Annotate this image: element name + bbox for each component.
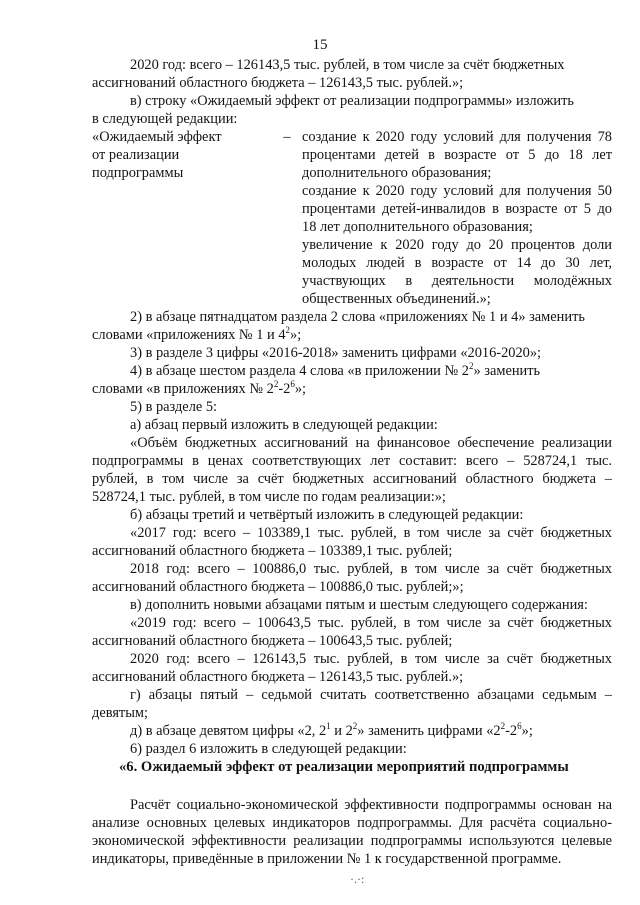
superscript: 2 xyxy=(352,721,358,732)
paragraph: «2017 год: всего – 103389,1 тыс. рублей, в том числе за счёт бюджетных ассигнований областного бюджета – 103389,1 тыс. рублей; xyxy=(92,525,612,559)
superscript: 6 xyxy=(290,379,295,390)
row-label xyxy=(92,128,272,308)
paragraph-line: 6) раздел 6 изложить в следующей редакции: xyxy=(130,741,407,757)
row-label-line: от реализации xyxy=(92,147,180,163)
row-label-line: подпрограммы xyxy=(92,165,184,181)
paragraph-line: в) строку «Ожидаемый эффект от реализации подпрограммы» изложить xyxy=(130,93,574,109)
text-run: »; xyxy=(294,381,307,397)
text-run: словами «в приложениях № 2 xyxy=(92,381,274,397)
spacer xyxy=(92,776,612,796)
superscript: 2 xyxy=(273,379,279,390)
document-body xyxy=(92,56,612,868)
superscript: 1 xyxy=(326,721,331,732)
text-run: »; xyxy=(521,723,533,739)
superscript: 6 xyxy=(517,721,522,732)
text-run: -2 xyxy=(278,381,291,397)
text-run: »; xyxy=(290,327,302,343)
paragraph: «Объём бюджетных ассигнований на финансовое обеспечение реализации подпрограммы в ценах соответствующих лет составит: всего – 528724,1 тыс. рублей, в том числе за счёт бюджетных ассигнований областного бюджета – 528724,1 тыс. рублей, в том числе по годам реализации:»; xyxy=(92,435,612,505)
text-run: д) в абзаце девятом цифры «2, 2 xyxy=(130,723,327,739)
page-number: 15 xyxy=(312,37,328,53)
paragraph: Расчёт социально-экономической эффективности подпрограммы основан на анализе основных целевых индикаторов подпрограммы. Для расчёта социально-экономической эффективности реализации подпрограммы используются целевые индикаторы, приведённые в приложении № 1 к государственной программе. xyxy=(92,797,612,867)
section-heading: «6. Ожидаемый эффект от реализации мероприятий подпрограммы xyxy=(119,759,569,775)
row-value-item: создание к 2020 году условий для получения 50 процентами детей-инвалидов в возрасте от 5 до 18 лет дополнительного образования; xyxy=(302,183,612,235)
paragraph: 2020 год: всего – 126143,5 тыс. рублей, в том числе за счёт бюджетных ассигнований областного бюджета – 126143,5 тыс. рублей.»; xyxy=(92,651,612,685)
paragraph: 2018 год: всего – 100886,0 тыс. рублей, в том числе за счёт бюджетных ассигнований областного бюджета – 100886,0 тыс. рублей;»; xyxy=(92,561,612,595)
row-dash: – xyxy=(283,129,291,145)
paragraph-line xyxy=(92,362,612,380)
text-run: » заменить xyxy=(473,363,541,379)
paragraph-line xyxy=(92,380,612,398)
paragraph: г) абзацы пятый – седьмой считать соответственно абзацами седьмым – девятым; xyxy=(92,687,612,721)
paragraph-line: 2) в абзаце пятнадцатом раздела 2 слова «приложениях № 1 и 4» заменить xyxy=(130,309,585,325)
paragraph-line: в) дополнить новыми абзацами пятым и шестым следующего содержания: xyxy=(130,597,588,613)
paragraph-line: а) абзац первый изложить в следующей редакции: xyxy=(130,417,438,433)
row-value xyxy=(302,128,612,308)
row-label-line: «Ожидаемый эффект xyxy=(92,129,222,145)
text-run: -2 xyxy=(505,723,518,739)
paragraph-line: ассигнований областного бюджета – 126143,5 тыс. рублей.»; xyxy=(92,75,464,91)
text-run: словами «приложениях № 1 и 4 xyxy=(92,327,286,343)
text-run: » заменить цифрами «2 xyxy=(357,723,501,739)
superscript: 2 xyxy=(285,325,291,336)
text-run: и 2 xyxy=(330,723,353,739)
paragraph-line: 5) в разделе 5: xyxy=(130,399,218,415)
paragraph-line: 2020 год: всего – 126143,5 тыс. рублей, в том числе за счёт бюджетных xyxy=(130,57,565,73)
paragraph: «2019 год: всего – 100643,5 тыс. рублей, в том числе за счёт бюджетных ассигнований областного бюджета – 100643,5 тыс. рублей; xyxy=(92,615,612,649)
paragraph-line: в следующей редакции: xyxy=(92,111,238,127)
passport-row xyxy=(92,128,612,308)
paragraph-line xyxy=(92,326,612,344)
row-value-item: создание к 2020 году условий для получения 78 процентами детей в возрасте от 5 до 18 лет дополнительного образования; xyxy=(302,129,612,181)
paragraph-line: 3) в разделе 3 цифры «2016-2018» заменить цифрами «2016-2020»; xyxy=(130,345,542,361)
superscript: 2 xyxy=(468,361,474,372)
superscript: 2 xyxy=(500,721,506,732)
paragraph-line xyxy=(92,722,612,740)
paragraph-line: б) абзацы третий и четвёртый изложить в следующей редакции: xyxy=(130,507,524,523)
scan-speck-mark: ·.·: xyxy=(350,872,365,886)
row-value-item: увеличение к 2020 году до 20 процентов доли молодых людей в возрасте от 14 до 30 лет, участвующих в деятельности молодёжных общественных объединений.»; xyxy=(302,237,612,307)
text-run: 4) в абзаце шестом раздела 4 слова «в приложении № 2 xyxy=(130,363,469,379)
